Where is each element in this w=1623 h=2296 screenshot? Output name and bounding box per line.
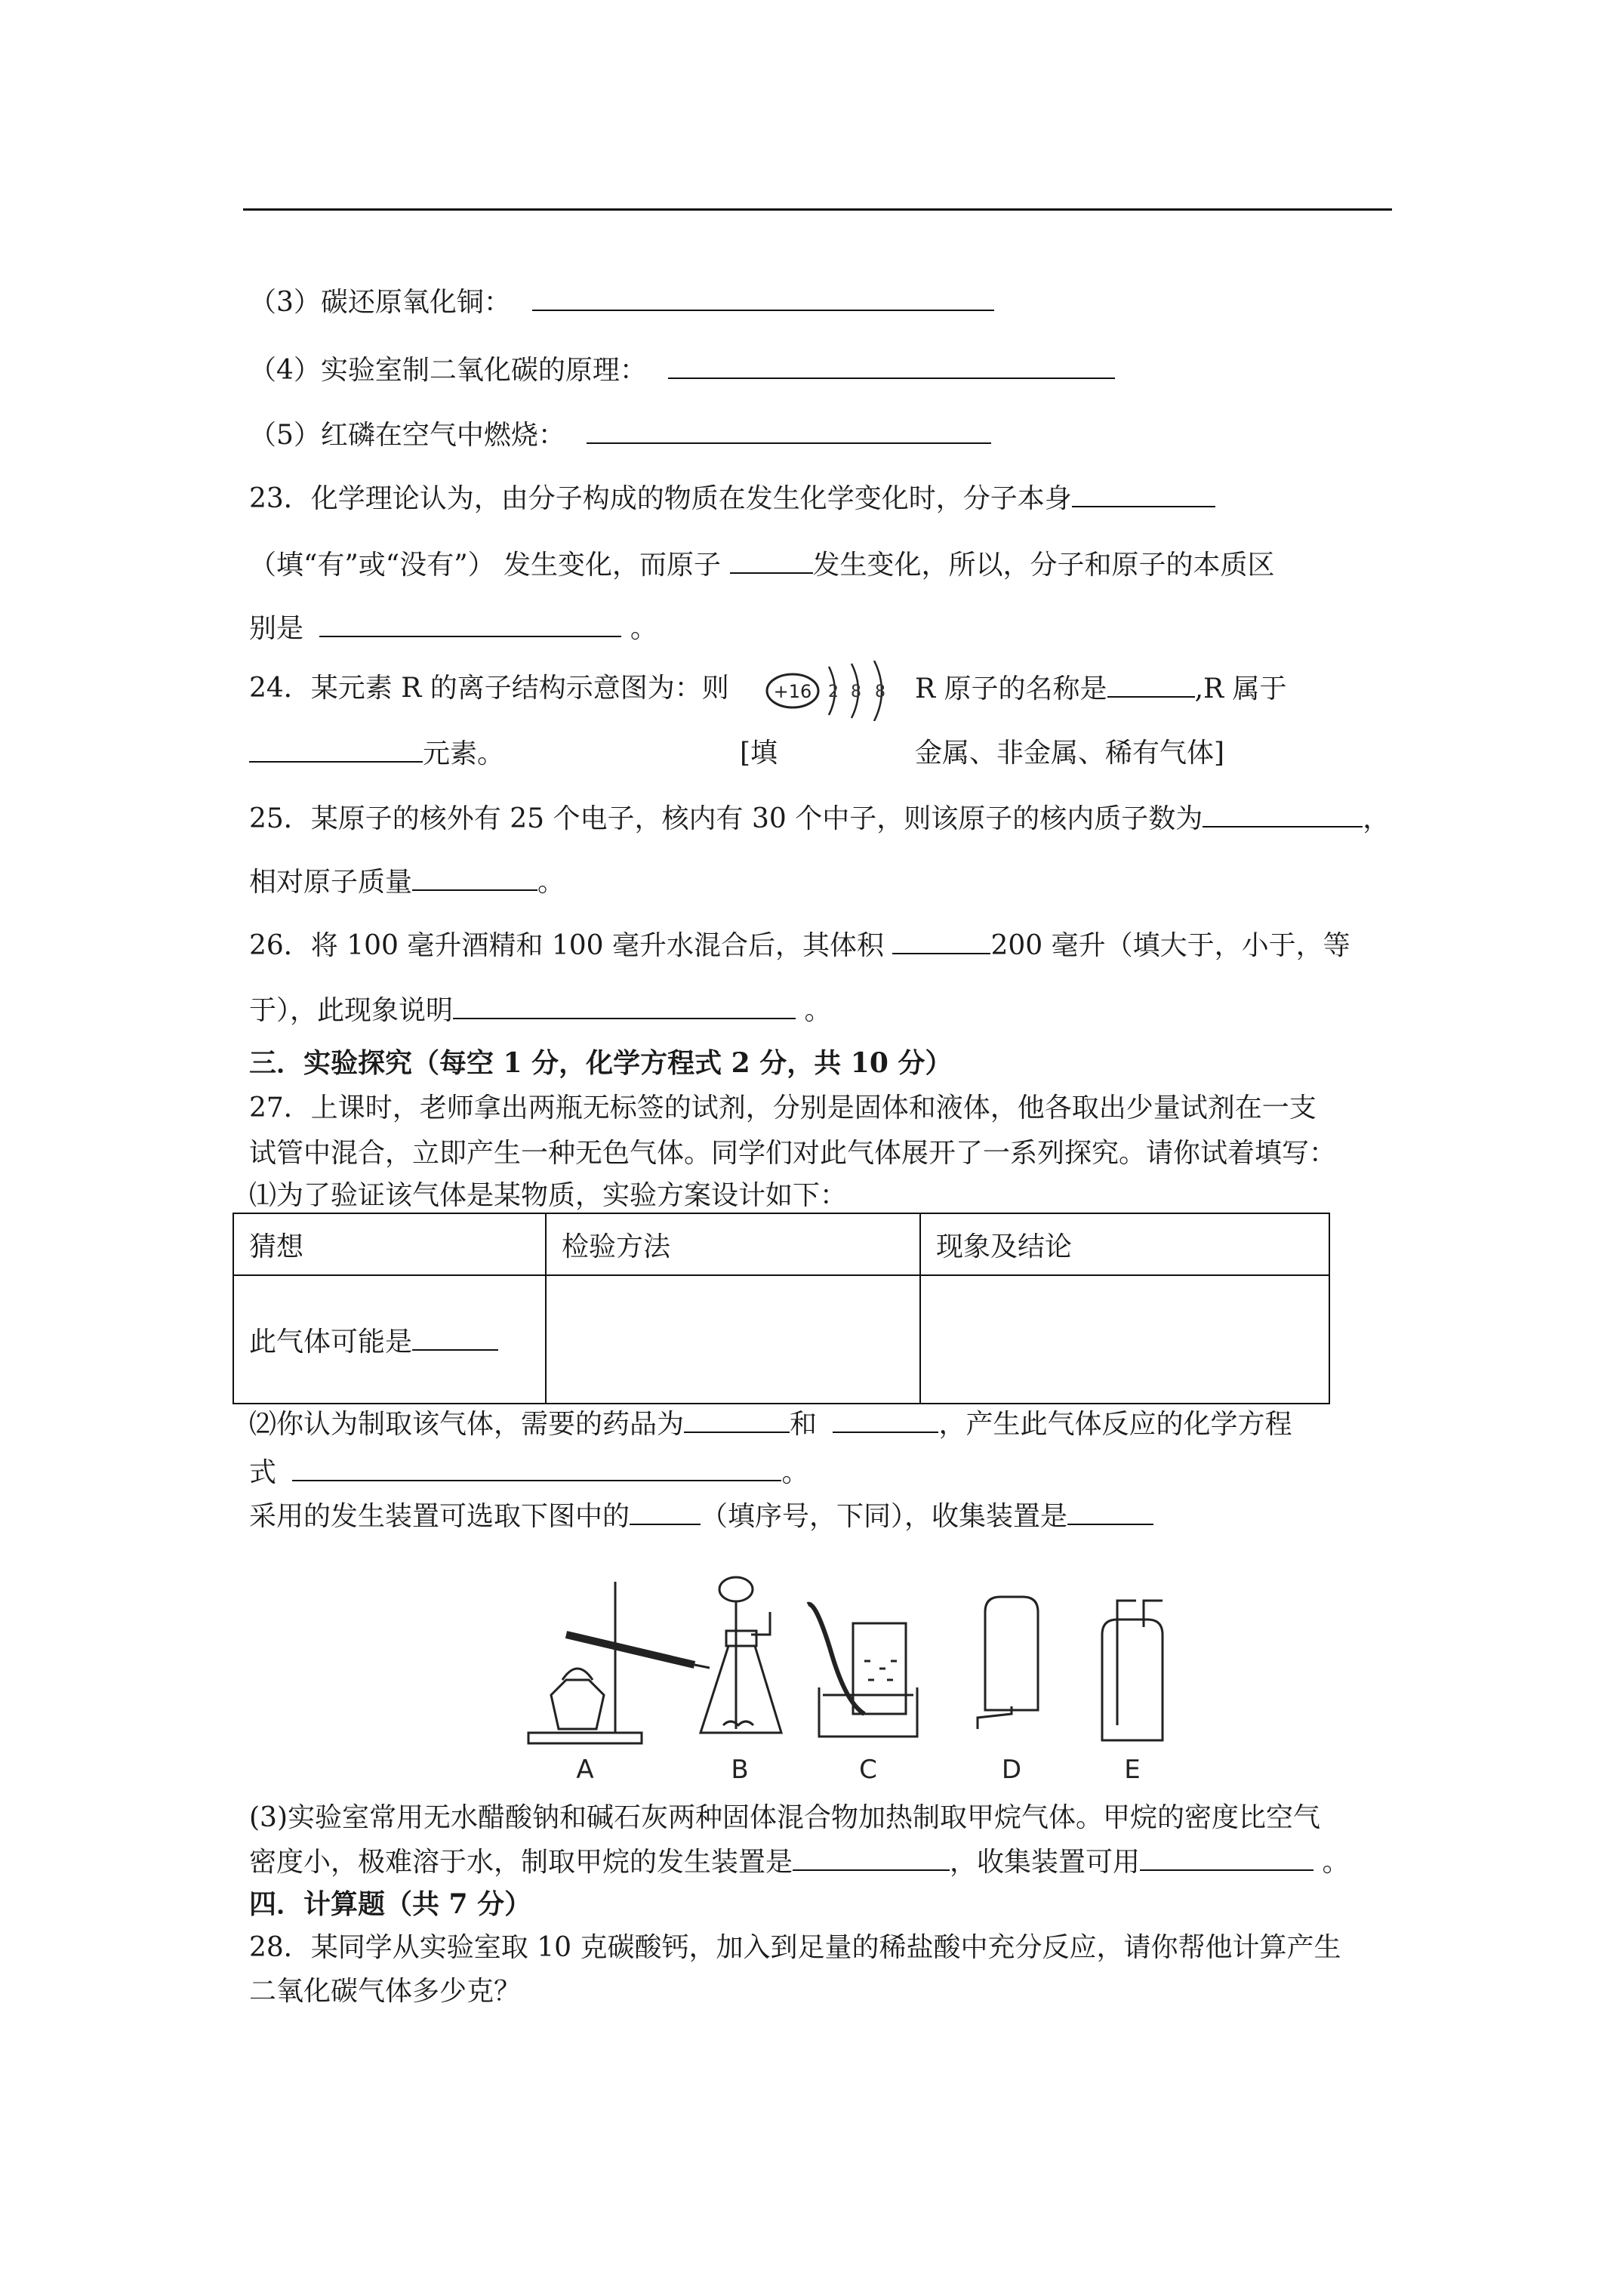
q23-text-2b: 发生变化，所以，分子和原子的本质区	[812, 550, 1275, 581]
table-row	[233, 1275, 1329, 1404]
apparatus-a-test-tube	[566, 1635, 694, 1665]
q26-text-1a: 26．将 100 毫升酒精和 100 毫升水混合后，其体积	[249, 930, 893, 961]
eq-item-4	[249, 352, 1115, 389]
q24-line2	[249, 735, 504, 772]
q27-sub3-text-c: ，收集装置可用	[950, 1847, 1141, 1878]
q27-sub2-text-a: ⑵你认为制取该气体，需要的药品为	[249, 1409, 685, 1440]
apparatus-e-bottle	[1102, 1620, 1163, 1740]
apparatus-b-funnel	[719, 1577, 753, 1601]
apparatus-a	[528, 1582, 710, 1743]
q27-sub3-line1: (3)实验室常用无水醋酸钠和碱石灰两种固体混合物加热制取甲烷气体。甲烷的密度比空气	[249, 1802, 1320, 1833]
q24-text-1c: ,R 属于	[1194, 673, 1287, 704]
q26-blank-2[interactable]	[453, 992, 796, 1019]
q23-blank-3[interactable]	[319, 610, 621, 637]
q23-text-2a: （填“有”或“没有”） 发生变化，而原子	[249, 550, 730, 581]
apparatus-a-flame	[562, 1669, 593, 1680]
q25-blank-2[interactable]	[412, 864, 537, 891]
q26-line1	[249, 927, 1350, 964]
methane-collector-blank[interactable]	[1140, 1844, 1313, 1871]
q23-line1	[249, 480, 1215, 517]
reagent-blank-1[interactable]	[684, 1406, 790, 1433]
q27-line1: 27．上课时，老师拿出两瓶无标签的试剂，分别是固体和液体，他各取出少量试剂在一支	[249, 1093, 1317, 1123]
eq-item-5-label: （5）红磷在空气中燃烧：	[249, 420, 565, 451]
q24-blank-1[interactable]	[1107, 670, 1195, 698]
apparatus-e	[1102, 1601, 1163, 1740]
q25-line2	[249, 864, 565, 901]
header-rule	[243, 208, 1392, 211]
eq-item-3-blank[interactable]	[532, 284, 994, 311]
q23-line2	[249, 547, 1275, 584]
apparatus-a-base	[528, 1733, 642, 1743]
q24-line2-right	[915, 735, 1224, 772]
q28-line2: 二氧化碳气体多少克？	[249, 1976, 522, 2007]
q26-text-2a: 于），此现象说明	[249, 995, 454, 1026]
q25-text-1b: ，	[1363, 803, 1390, 834]
experiment-plan-table	[233, 1213, 1330, 1404]
apparatus-label-a: A	[576, 1755, 594, 1785]
q28-line1: 28．某同学从实验室取 10 克碳酸钙，加入到足量的稀盐酸中充分反应，请你帮他计算产生	[249, 1932, 1341, 1963]
apparatus-figure	[521, 1567, 1200, 1786]
apparatus-b-stopper	[726, 1631, 756, 1646]
apparatus-b-flask	[701, 1646, 781, 1733]
table-cell-method[interactable]	[546, 1275, 920, 1404]
q27-sub2-text-c: ，产生此气体反应的化学方程	[938, 1409, 1292, 1440]
nucleus-charge: +16	[773, 681, 812, 702]
q27-line2: 试管中混合，立即产生一种无色气体。同学们对此气体展开了一系列探究。请你试着填写：	[249, 1138, 1337, 1169]
q24-line2-mid	[740, 735, 778, 772]
q23-blank-2[interactable]	[730, 547, 813, 574]
q27-sub2-text-d: 式	[249, 1457, 285, 1488]
section-3-title: 三．实验探究（每空 1 分，化学方程式 2 分，共 10 分）	[249, 1047, 953, 1079]
q26-line2	[249, 992, 831, 1029]
q24-text-2a: 元素。	[423, 738, 505, 769]
eq-item-3	[249, 284, 994, 321]
apparatus-c-bubbles	[864, 1661, 897, 1680]
generator-blank[interactable]	[630, 1498, 701, 1525]
q26-text-1b: 200 毫升（填大于，小于，等	[990, 930, 1350, 961]
apparatus-labels	[576, 1755, 1140, 1785]
shell-electrons-1: 2	[828, 683, 839, 701]
section-4-title: 四．计算题（共 7 分）	[249, 1888, 532, 1920]
q24-blank-2[interactable]	[249, 735, 423, 763]
guess-blank[interactable]	[412, 1324, 498, 1351]
q27-sub3-line2	[249, 1844, 1349, 1881]
eq-item-3-label: （3）碳还原氧化铜：	[249, 287, 511, 318]
apparatus-a-outlet	[694, 1665, 710, 1668]
apparatus-a-burner	[551, 1680, 604, 1729]
shell-electrons-2: 8	[851, 683, 861, 701]
q25-text-1a: 25．某原子的核外有 25 个电子，核内有 30 个中子，则该原子的核内质子数为	[249, 803, 1203, 834]
q23-text-3b: 。	[621, 613, 658, 644]
q24-text-2b: [填	[740, 738, 778, 769]
ion-structure-diagram	[762, 661, 906, 721]
eq-item-4-label: （4）实验室制二氧化碳的原理：	[249, 355, 647, 386]
q26-text-2b: 。	[796, 995, 832, 1026]
table-cell-guess	[233, 1275, 546, 1404]
q24-line1	[249, 670, 729, 707]
q27-sub3-text-b: 密度小，极难溶于水，制取甲烷的发生装置是	[249, 1847, 793, 1878]
q26-blank-1[interactable]	[892, 927, 990, 954]
apparatus-b	[701, 1577, 781, 1733]
q24-text-1b: R 原子的名称是	[915, 673, 1107, 704]
methane-generator-blank[interactable]	[793, 1844, 950, 1871]
table-cell-conclusion[interactable]	[920, 1275, 1329, 1404]
q25-text-2b: 。	[537, 867, 565, 898]
q25-blank-1[interactable]	[1203, 800, 1363, 827]
q23-line3	[249, 610, 658, 647]
q23-text-1: 23．化学理论认为，由分子构成的物质在发生化学变化时，分子本身	[249, 483, 1072, 514]
apparatus-b-solid	[723, 1721, 753, 1725]
q23-text-3a: 别是	[249, 613, 313, 644]
apparatus-label-b: B	[731, 1755, 749, 1785]
q27-sub2-line3	[249, 1498, 1153, 1535]
shell-electrons-3: 8	[875, 683, 885, 701]
q24-line1-right	[915, 670, 1287, 707]
q27-sub1: ⑴为了验证该气体是某物质，实验方案设计如下：	[249, 1180, 848, 1211]
apparatus-label-d: D	[1001, 1755, 1022, 1785]
table-header-cell: 猜想	[233, 1213, 546, 1275]
apparatus-label-c: C	[859, 1755, 877, 1785]
q25-line1	[249, 800, 1390, 837]
q27-sub2-text-g: （填序号，下同），收集装置是	[701, 1501, 1068, 1532]
q23-blank-1[interactable]	[1072, 480, 1215, 507]
eq-item-5	[249, 417, 991, 454]
reagent-blank-2[interactable]	[833, 1406, 938, 1433]
collector-blank[interactable]	[1067, 1498, 1153, 1525]
apparatus-d	[978, 1597, 1038, 1729]
q27-sub3-text-d: 。	[1313, 1847, 1350, 1878]
q25-text-2a: 相对原子质量	[249, 867, 413, 898]
apparatus-c	[808, 1604, 917, 1737]
apparatus-label-e: E	[1124, 1755, 1141, 1785]
guess-label: 此气体可能是	[249, 1326, 413, 1358]
table-header-cell: 现象及结论	[920, 1213, 1329, 1275]
apparatus-d-jar	[985, 1597, 1038, 1710]
q27-sub2-line2	[249, 1454, 808, 1491]
q27-sub2-line1	[249, 1406, 1292, 1443]
equation-blank[interactable]	[292, 1454, 781, 1481]
eq-item-5-blank[interactable]	[587, 417, 991, 444]
eq-item-4-blank[interactable]	[668, 352, 1115, 379]
q27-sub2-text-b: 和	[790, 1409, 826, 1440]
table-header-row	[233, 1213, 1329, 1275]
q27-sub2-text-f: 采用的发生装置可选取下图中的	[249, 1501, 630, 1532]
q27-sub2-text-e: 。	[781, 1457, 809, 1488]
q24-text-1a: 24．某元素 R 的离子结构示意图为：则	[249, 673, 729, 704]
q24-text-2c: 金属、非金属、稀有气体]	[915, 738, 1225, 769]
apparatus-c-tube	[808, 1604, 864, 1714]
table-header-cell: 检验方法	[546, 1213, 920, 1275]
